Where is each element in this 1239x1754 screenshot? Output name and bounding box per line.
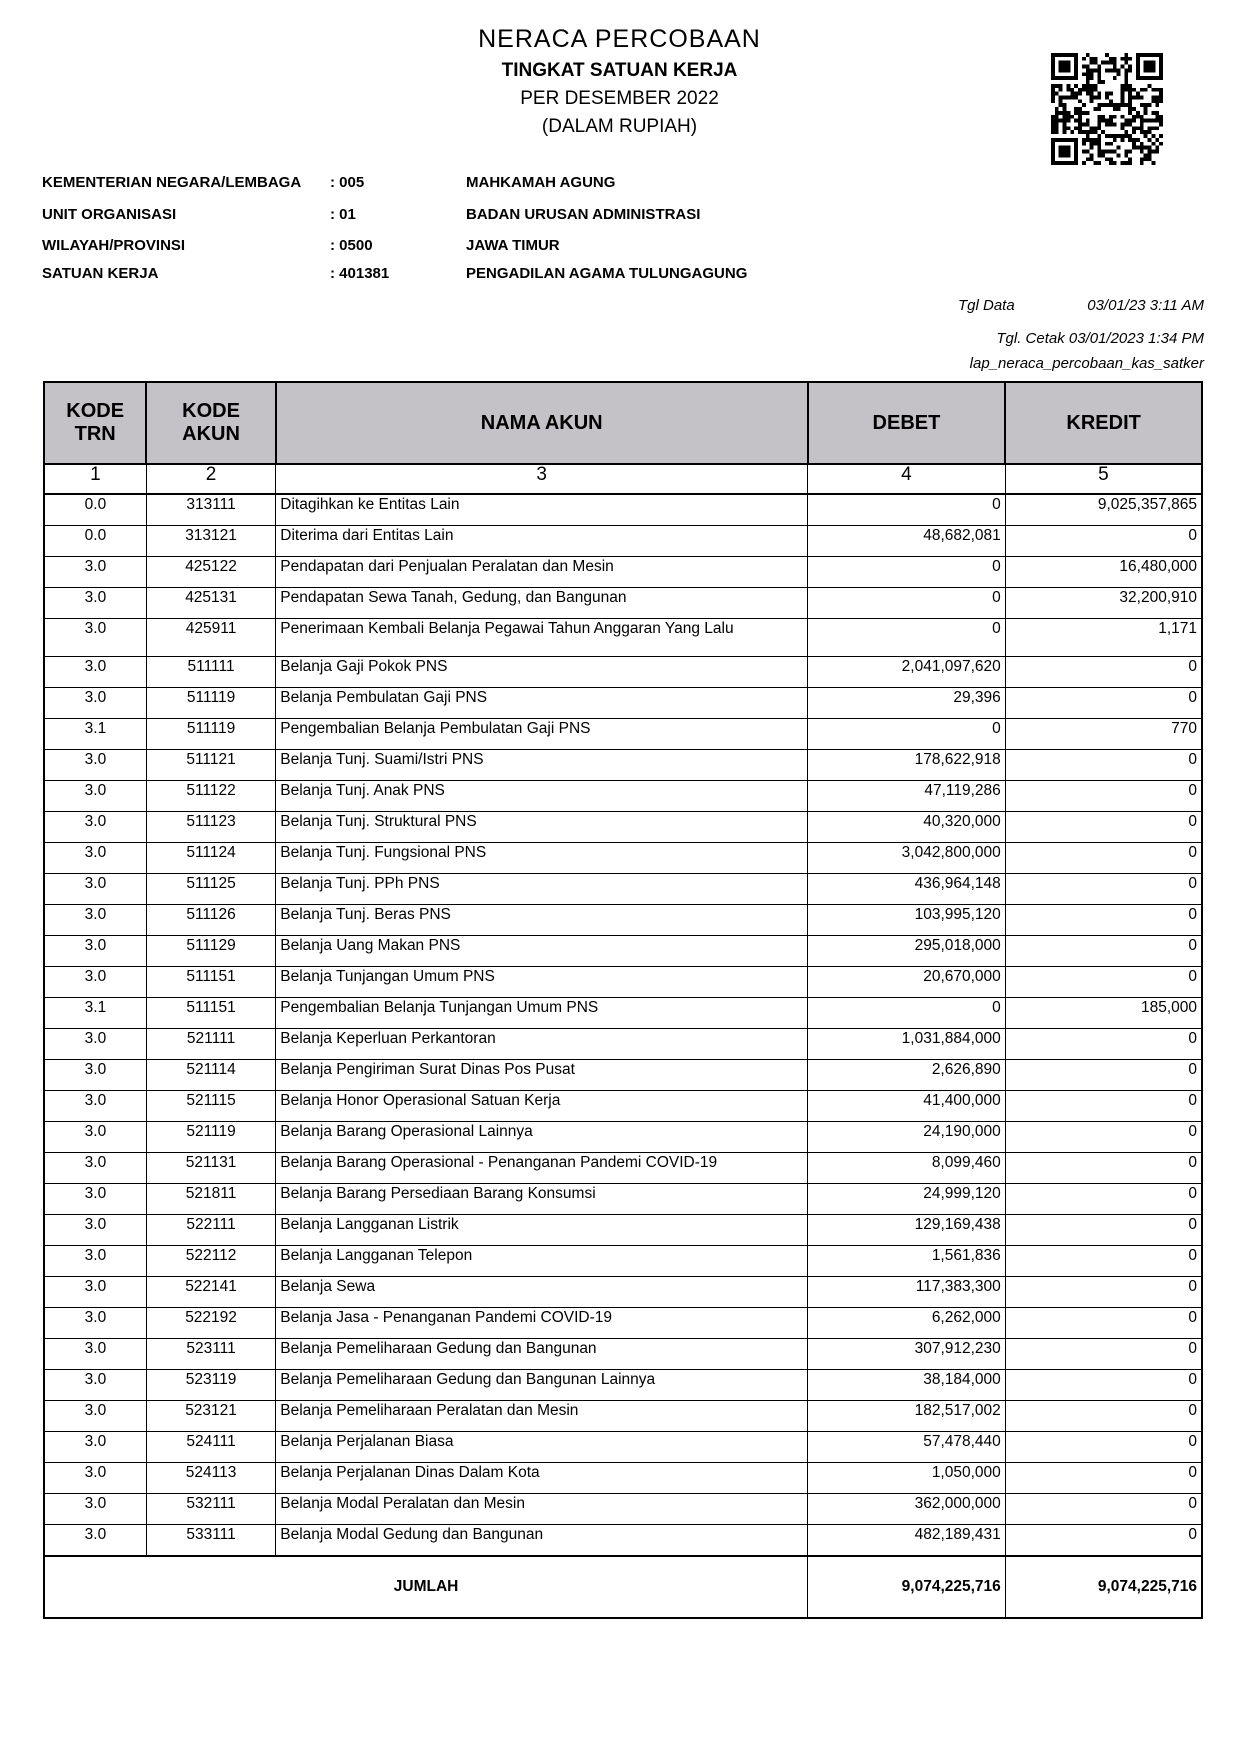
cell-debet: 295,018,000: [808, 936, 1006, 967]
cell-kode-trn: 3.0: [44, 1370, 146, 1401]
table-row: [44, 998, 1202, 1029]
cell-kode-akun: 313121: [146, 526, 275, 557]
cell-debet: 129,169,438: [808, 1215, 1006, 1246]
cell-kode-akun: 521131: [146, 1153, 275, 1184]
cell-kode-akun: 425911: [146, 619, 275, 657]
cell-debet: 117,383,300: [808, 1277, 1006, 1308]
table-row: [44, 1370, 1202, 1401]
header-kredit: KREDIT: [1005, 382, 1202, 464]
cell-debet: 3,042,800,000: [808, 843, 1006, 874]
meta-name-kementerian: MAHKAMAH AGUNG: [466, 174, 616, 191]
cell-kode-trn: 3.0: [44, 843, 146, 874]
meta-label-wilayah: WILAYAH/PROVINSI: [42, 237, 186, 254]
meta-label-satker: SATUAN KERJA: [42, 265, 159, 282]
table-row: [44, 557, 1202, 588]
cell-kode-trn: 3.0: [44, 1215, 146, 1246]
cell-kode-akun: 523111: [146, 1339, 275, 1370]
meta-code-satker: : 401381: [330, 265, 390, 282]
cell-kode-trn: 3.0: [44, 1091, 146, 1122]
cell-kode-akun: 511151: [146, 967, 275, 998]
cell-debet: 41,400,000: [808, 1091, 1006, 1122]
cell-kode-trn: 3.0: [44, 1122, 146, 1153]
cell-kode-akun: 313111: [146, 494, 275, 526]
cell-kode-trn: 3.0: [44, 874, 146, 905]
cell-kode-trn: 3.0: [44, 781, 146, 812]
col-number: 2: [146, 464, 275, 494]
table-row: [44, 494, 1202, 526]
tgl-cetak: Tgl. Cetak 03/01/2023 1:34 PM: [996, 330, 1204, 347]
cell-kode-trn: 0.0: [44, 494, 146, 526]
cell-nama-akun: Belanja Barang Persediaan Barang Konsumsi: [276, 1184, 808, 1215]
cell-debet: 178,622,918: [808, 750, 1006, 781]
total-kredit: 9,074,225,716: [1005, 1556, 1202, 1618]
meta-code-kementerian: : 005: [330, 174, 365, 191]
cell-kode-akun: 523121: [146, 1401, 275, 1432]
cell-kode-trn: 3.0: [44, 1060, 146, 1091]
cell-kredit: 0: [1005, 1432, 1202, 1463]
cell-kode-akun: 511122: [146, 781, 275, 812]
cell-kredit: 0: [1005, 936, 1202, 967]
table-row: [44, 1401, 1202, 1432]
meta-code-wilayah: : 0500: [330, 237, 373, 254]
trial-balance-table: [43, 381, 1203, 1619]
cell-nama-akun: Belanja Modal Peralatan dan Mesin: [276, 1494, 808, 1525]
header-debet: DEBET: [808, 382, 1006, 464]
cell-nama-akun: Belanja Tunj. Anak PNS: [276, 781, 808, 812]
cell-kode-trn: 3.0: [44, 1246, 146, 1277]
header-kode-akun: KODE AKUN: [146, 382, 275, 464]
table-row: [44, 1091, 1202, 1122]
cell-kode-akun: 511121: [146, 750, 275, 781]
cell-kode-trn: 3.0: [44, 1401, 146, 1432]
cell-kode-akun: 511129: [146, 936, 275, 967]
report-name: lap_neraca_percobaan_kas_satker: [969, 355, 1204, 372]
cell-kode-trn: 3.1: [44, 719, 146, 750]
cell-kredit: 9,025,357,865: [1005, 494, 1202, 526]
cell-nama-akun: Belanja Tunj. Struktural PNS: [276, 812, 808, 843]
table-row: [44, 1525, 1202, 1557]
table-row: [44, 781, 1202, 812]
cell-nama-akun: Belanja Gaji Pokok PNS: [276, 657, 808, 688]
table-row: [44, 588, 1202, 619]
table-row: [44, 905, 1202, 936]
table-row: [44, 1339, 1202, 1370]
cell-nama-akun: Belanja Tunj. Fungsional PNS: [276, 843, 808, 874]
cell-nama-akun: Belanja Langganan Telepon: [276, 1246, 808, 1277]
table-row: [44, 1153, 1202, 1184]
cell-kredit: 0: [1005, 1370, 1202, 1401]
table-row: [44, 657, 1202, 688]
total-label: JUMLAH: [44, 1556, 808, 1618]
table-row: [44, 1215, 1202, 1246]
table-row: [44, 526, 1202, 557]
cell-debet: 57,478,440: [808, 1432, 1006, 1463]
cell-kredit: 0: [1005, 812, 1202, 843]
cell-kode-trn: 0.0: [44, 526, 146, 557]
cell-nama-akun: Belanja Jasa - Penanganan Pandemi COVID-19: [276, 1308, 808, 1339]
cell-kredit: 0: [1005, 526, 1202, 557]
cell-kredit: 0: [1005, 657, 1202, 688]
cell-kode-trn: 3.0: [44, 750, 146, 781]
cell-kode-akun: 425131: [146, 588, 275, 619]
cell-kredit: 0: [1005, 1308, 1202, 1339]
cell-kode-trn: 3.0: [44, 588, 146, 619]
cell-debet: 0: [808, 619, 1006, 657]
table-row: [44, 1029, 1202, 1060]
cell-kredit: 0: [1005, 967, 1202, 998]
cell-debet: 362,000,000: [808, 1494, 1006, 1525]
column-number-row: [44, 464, 1202, 494]
report-currency: (DALAM RUPIAH): [541, 116, 698, 137]
cell-debet: 0: [808, 719, 1006, 750]
cell-nama-akun: Belanja Honor Operasional Satuan Kerja: [276, 1091, 808, 1122]
table-row: [44, 967, 1202, 998]
cell-debet: 0: [808, 557, 1006, 588]
cell-kredit: 0: [1005, 843, 1202, 874]
cell-kredit: 0: [1005, 1153, 1202, 1184]
cell-nama-akun: Belanja Keperluan Perkantoran: [276, 1029, 808, 1060]
cell-kode-trn: 3.0: [44, 688, 146, 719]
cell-debet: 482,189,431: [808, 1525, 1006, 1557]
table-row: [44, 936, 1202, 967]
cell-nama-akun: Belanja Sewa: [276, 1277, 808, 1308]
meta-name-satker: PENGADILAN AGAMA TULUNGAGUNG: [466, 265, 748, 282]
cell-kode-trn: 3.0: [44, 812, 146, 843]
col-number: 5: [1005, 464, 1202, 494]
cell-kode-akun: 523119: [146, 1370, 275, 1401]
cell-debet: 1,561,836: [808, 1246, 1006, 1277]
cell-nama-akun: Belanja Pembulatan Gaji PNS: [276, 688, 808, 719]
cell-nama-akun: Pendapatan dari Penjualan Peralatan dan Mesin: [276, 557, 808, 588]
cell-kode-trn: 3.0: [44, 1184, 146, 1215]
cell-kode-akun: 425122: [146, 557, 275, 588]
cell-debet: 436,964,148: [808, 874, 1006, 905]
cell-kode-trn: 3.0: [44, 1029, 146, 1060]
cell-kredit: 0: [1005, 1091, 1202, 1122]
cell-kode-trn: 3.0: [44, 1277, 146, 1308]
cell-kredit: 0: [1005, 1463, 1202, 1494]
cell-kredit: 0: [1005, 1122, 1202, 1153]
cell-kode-trn: 3.0: [44, 1153, 146, 1184]
cell-kode-trn: 3.0: [44, 1494, 146, 1525]
cell-kode-trn: 3.0: [44, 1525, 146, 1557]
cell-kredit: 0: [1005, 1060, 1202, 1091]
meta-code-unit: : 01: [330, 206, 356, 223]
cell-kredit: 0: [1005, 1246, 1202, 1277]
total-debet: 9,074,225,716: [808, 1556, 1006, 1618]
cell-nama-akun: Belanja Tunj. Suami/Istri PNS: [276, 750, 808, 781]
cell-kode-akun: 522112: [146, 1246, 275, 1277]
cell-debet: 8,099,460: [808, 1153, 1006, 1184]
cell-kode-akun: 511151: [146, 998, 275, 1029]
cell-kode-trn: 3.0: [44, 657, 146, 688]
cell-kode-akun: 524113: [146, 1463, 275, 1494]
table-row: [44, 843, 1202, 874]
cell-nama-akun: Belanja Pemeliharaan Gedung dan Bangunan: [276, 1339, 808, 1370]
table-row: [44, 1432, 1202, 1463]
cell-debet: 103,995,120: [808, 905, 1006, 936]
cell-nama-akun: Pengembalian Belanja Tunjangan Umum PNS: [276, 998, 808, 1029]
cell-debet: 1,031,884,000: [808, 1029, 1006, 1060]
col-number: 3: [276, 464, 808, 494]
cell-kode-trn: 3.0: [44, 1308, 146, 1339]
cell-kode-akun: 511126: [146, 905, 275, 936]
cell-nama-akun: Belanja Pemeliharaan Peralatan dan Mesin: [276, 1401, 808, 1432]
col-number: 1: [44, 464, 146, 494]
header-nama-akun: NAMA AKUN: [276, 382, 808, 464]
cell-debet: 182,517,002: [808, 1401, 1006, 1432]
total-row: [44, 1556, 1202, 1618]
cell-kode-trn: 3.0: [44, 557, 146, 588]
cell-kode-trn: 3.0: [44, 967, 146, 998]
table-row: [44, 1308, 1202, 1339]
cell-kode-trn: 3.0: [44, 905, 146, 936]
cell-kredit: 0: [1005, 905, 1202, 936]
cell-kredit: 16,480,000: [1005, 557, 1202, 588]
cell-kredit: 1,171: [1005, 619, 1202, 657]
cell-kode-akun: 511111: [146, 657, 275, 688]
cell-kredit: 0: [1005, 688, 1202, 719]
cell-nama-akun: Belanja Pemeliharaan Gedung dan Bangunan Lainnya: [276, 1370, 808, 1401]
cell-kredit: 0: [1005, 1215, 1202, 1246]
cell-kode-akun: 521115: [146, 1091, 275, 1122]
cell-kode-akun: 511119: [146, 688, 275, 719]
cell-kode-trn: 3.0: [44, 1339, 146, 1370]
cell-kode-akun: 532111: [146, 1494, 275, 1525]
cell-nama-akun: Belanja Perjalanan Dinas Dalam Kota: [276, 1463, 808, 1494]
cell-nama-akun: Belanja Barang Operasional Lainnya: [276, 1122, 808, 1153]
cell-kode-akun: 522141: [146, 1277, 275, 1308]
cell-kode-trn: 3.0: [44, 619, 146, 657]
table-row: [44, 719, 1202, 750]
tgl-data-label: Tgl Data: [958, 297, 1015, 314]
report-period: PER DESEMBER 2022: [520, 88, 719, 109]
table-row: [44, 874, 1202, 905]
qr-code-icon: [1051, 53, 1163, 165]
cell-debet: 40,320,000: [808, 812, 1006, 843]
header-kode-trn: KODE TRN: [44, 382, 146, 464]
cell-kode-trn: 3.0: [44, 1432, 146, 1463]
cell-nama-akun: Belanja Perjalanan Biasa: [276, 1432, 808, 1463]
cell-kredit: 0: [1005, 1029, 1202, 1060]
report-title: NERACA PERCOBAAN: [478, 25, 761, 53]
cell-kode-trn: 3.0: [44, 1463, 146, 1494]
cell-debet: 0: [808, 588, 1006, 619]
cell-kredit: 0: [1005, 1339, 1202, 1370]
cell-debet: 1,050,000: [808, 1463, 1006, 1494]
cell-kode-akun: 511123: [146, 812, 275, 843]
cell-nama-akun: Ditagihkan ke Entitas Lain: [276, 494, 808, 526]
cell-debet: 47,119,286: [808, 781, 1006, 812]
cell-debet: 2,041,097,620: [808, 657, 1006, 688]
cell-kredit: 0: [1005, 1525, 1202, 1557]
cell-kode-trn: 3.0: [44, 936, 146, 967]
cell-kode-akun: 511124: [146, 843, 275, 874]
cell-debet: 24,190,000: [808, 1122, 1006, 1153]
cell-debet: 20,670,000: [808, 967, 1006, 998]
cell-kredit: 0: [1005, 1401, 1202, 1432]
cell-nama-akun: Pendapatan Sewa Tanah, Gedung, dan Bangunan: [276, 588, 808, 619]
table-row: [44, 688, 1202, 719]
cell-debet: 24,999,120: [808, 1184, 1006, 1215]
tgl-data-value: 03/01/23 3:11 AM: [1087, 297, 1204, 314]
cell-debet: 48,682,081: [808, 526, 1006, 557]
cell-nama-akun: Belanja Modal Gedung dan Bangunan: [276, 1525, 808, 1557]
meta-name-unit: BADAN URUSAN ADMINISTRASI: [466, 206, 701, 223]
cell-kredit: 0: [1005, 1494, 1202, 1525]
cell-debet: 2,626,890: [808, 1060, 1006, 1091]
col-number: 4: [808, 464, 1006, 494]
cell-debet: 38,184,000: [808, 1370, 1006, 1401]
cell-kredit: 770: [1005, 719, 1202, 750]
meta-name-wilayah: JAWA TIMUR: [466, 237, 560, 254]
cell-kredit: 0: [1005, 874, 1202, 905]
cell-debet: 307,912,230: [808, 1339, 1006, 1370]
cell-kode-akun: 521111: [146, 1029, 275, 1060]
cell-kode-akun: 511125: [146, 874, 275, 905]
cell-kredit: 32,200,910: [1005, 588, 1202, 619]
cell-kode-trn: 3.1: [44, 998, 146, 1029]
cell-nama-akun: Belanja Barang Operasional - Penanganan Pandemi COVID-19: [276, 1153, 808, 1184]
cell-kode-akun: 521119: [146, 1122, 275, 1153]
cell-kredit: 0: [1005, 750, 1202, 781]
cell-debet: 0: [808, 998, 1006, 1029]
cell-debet: 6,262,000: [808, 1308, 1006, 1339]
cell-kredit: 0: [1005, 1184, 1202, 1215]
cell-kode-akun: 533111: [146, 1525, 275, 1557]
table-row: [44, 1463, 1202, 1494]
table-row: [44, 1246, 1202, 1277]
cell-nama-akun: Belanja Tunj. Beras PNS: [276, 905, 808, 936]
table-header-row: [44, 382, 1202, 464]
cell-nama-akun: Belanja Uang Makan PNS: [276, 936, 808, 967]
cell-kredit: 185,000: [1005, 998, 1202, 1029]
cell-kode-akun: 524111: [146, 1432, 275, 1463]
cell-debet: 29,396: [808, 688, 1006, 719]
cell-nama-akun: Belanja Tunjangan Umum PNS: [276, 967, 808, 998]
cell-kode-akun: 521114: [146, 1060, 275, 1091]
cell-kredit: 0: [1005, 781, 1202, 812]
cell-nama-akun: Penerimaan Kembali Belanja Pegawai Tahun Anggaran Yang Lalu: [276, 619, 808, 657]
table-row: [44, 1184, 1202, 1215]
table-row: [44, 619, 1202, 657]
report-subtitle: TINGKAT SATUAN KERJA: [501, 60, 738, 81]
cell-nama-akun: Diterima dari Entitas Lain: [276, 526, 808, 557]
meta-label-kementerian: KEMENTERIAN NEGARA/LEMBAGA: [42, 174, 302, 191]
table-row: [44, 1122, 1202, 1153]
table-row: [44, 1494, 1202, 1525]
cell-kode-akun: 522111: [146, 1215, 275, 1246]
table-row: [44, 1277, 1202, 1308]
cell-kode-akun: 521811: [146, 1184, 275, 1215]
cell-nama-akun: Belanja Pengiriman Surat Dinas Pos Pusat: [276, 1060, 808, 1091]
cell-kode-akun: 522192: [146, 1308, 275, 1339]
cell-kode-akun: 511119: [146, 719, 275, 750]
cell-debet: 0: [808, 494, 1006, 526]
meta-label-unit: UNIT ORGANISASI: [42, 206, 177, 223]
table-row: [44, 1060, 1202, 1091]
cell-nama-akun: Belanja Tunj. PPh PNS: [276, 874, 808, 905]
table-row: [44, 750, 1202, 781]
cell-kredit: 0: [1005, 1277, 1202, 1308]
table-row: [44, 812, 1202, 843]
cell-nama-akun: Belanja Langganan Listrik: [276, 1215, 808, 1246]
cell-nama-akun: Pengembalian Belanja Pembulatan Gaji PNS: [276, 719, 808, 750]
